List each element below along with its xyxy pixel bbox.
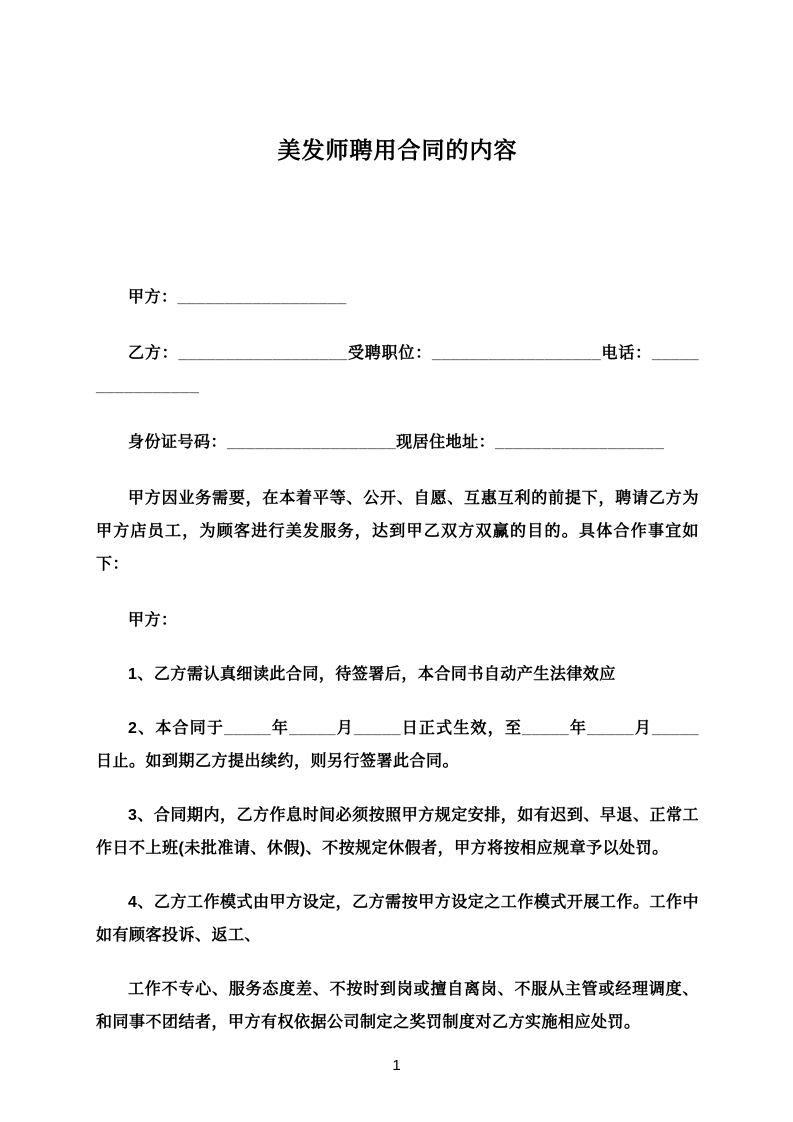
paragraph-preamble: 甲方因业务需要，在本着平等、公开、自愿、互惠互利的前提下，聘请乙方为甲方店员工，为顾客进行美发服务，达到甲乙双方双赢的目的。具体合作事宜如下： <box>96 490 699 573</box>
paragraph-clause-2: 2、本合同于_____年_____月_____日正式生效，至_____年_____月_____日止。如到期乙方提出续约，则另行签署此合同。 <box>96 720 699 770</box>
paragraph-clause-3: 3、合同期内，乙方作息时间必须按照甲方规定安排，如有迟到、早退、正常工作日不上班(未批准请、休假)、不按规定休假者，甲方将按相应规章予以处罚。 <box>96 807 699 857</box>
document-title: 美发师聘用合同的内容 <box>277 137 518 163</box>
page-number: 1 <box>392 1057 401 1074</box>
paragraph-party-a-blank: 甲方：__________________ <box>128 289 347 306</box>
paragraph-clause-4-continued: 工作不专心、服务态度差、不按时到岗或擅自离岗、不服从主管或经理调度、和同事不团结者，甲方有权依据公司制定之奖罚制度对乙方实施相应处罚。 <box>96 981 699 1031</box>
paragraph-party-b-position-phone: 乙方：__________________受聘职位：__________________电话：________________ <box>96 345 699 395</box>
paragraph-clause-4: 4、乙方工作模式由甲方设定，乙方需按甲方设定之工作模式开展工作。工作中如有顾客投诉、返工、 <box>96 894 699 944</box>
paragraph-party-a-heading: 甲方： <box>128 612 178 629</box>
paragraph-clause-1: 1、乙方需认真细读此合同，待签署后，本合同书自动产生法律效应 <box>128 666 616 683</box>
paragraph-id-address: 身份证号码：__________________现居住地址：__________________ <box>128 434 665 451</box>
document-content <box>96 135 699 1060</box>
